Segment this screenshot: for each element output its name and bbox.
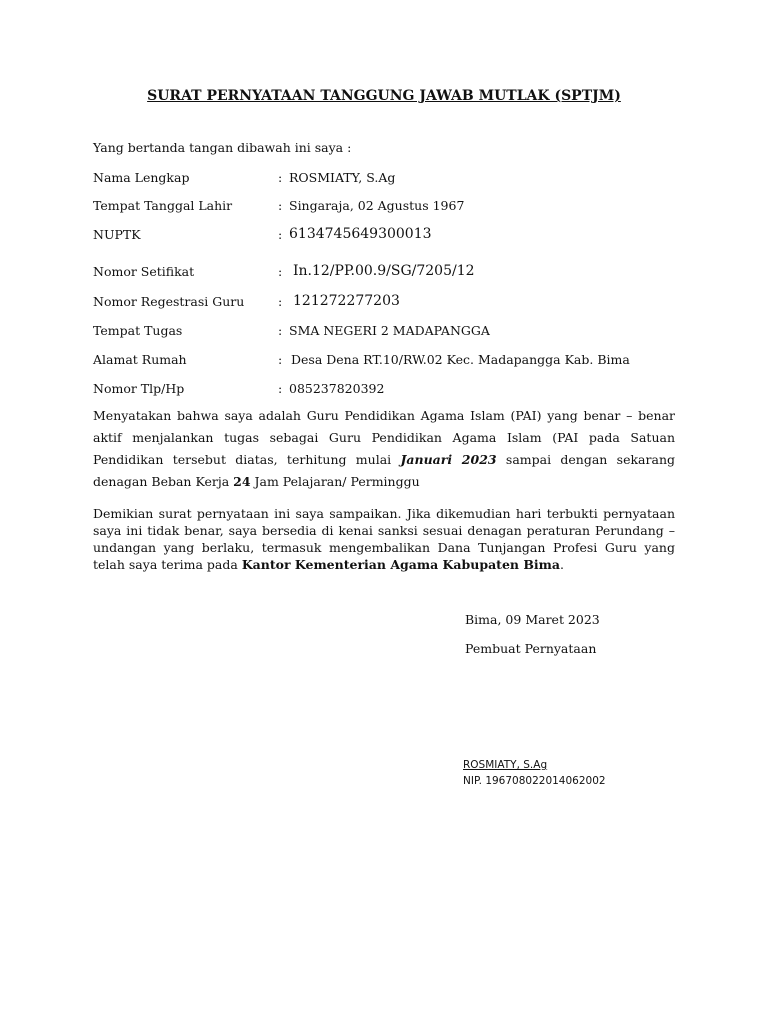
place-date: Bima, 09 Maret 2023 <box>465 612 600 627</box>
signer-nip: NIP. 196708022014062002 <box>463 775 606 787</box>
statement-text: sampai dengan sekarang denagan Beban Kerja <box>93 452 675 489</box>
statement-text: Menyatakan bahwa saya adalah Guru Pendidikan Agama Islam (PAI) yang benar – benar aktif menjalankan tugas sebagai Guru Pendidikan Agama Islam (PAI pada Satuan Pendidikan tersebut diatas, terhitung mulai <box>93 408 675 467</box>
document-title: SURAT PERNYATAAN TANGGUNG JAWAB MUTLAK (SPTJM) <box>147 88 621 104</box>
field-colon: : <box>278 294 283 309</box>
field-nomor-registrasi-guru <box>93 294 693 314</box>
field-colon: : <box>278 170 283 185</box>
field-alamat-rumah <box>93 352 693 372</box>
statement-text: Jam Pelajaran/ Perminggu <box>250 474 420 489</box>
field-value: Desa Dena RT.10/RW.02 Kec. Madapangga Kab. Bima <box>291 352 630 367</box>
closing-text: . <box>559 557 564 572</box>
office-name: Kantor Kementerian Agama Kabupaten Bima <box>241 557 560 572</box>
field-value: ROSMIATY, S.Ag <box>289 170 396 185</box>
field-colon: : <box>278 323 283 338</box>
field-label: Nomor Regestrasi Guru <box>93 294 245 309</box>
field-value: 6134745649300013 <box>289 226 432 242</box>
field-colon: : <box>278 264 283 279</box>
start-date: Januari 2023 <box>400 452 497 467</box>
field-label: Tempat Tugas <box>93 323 183 338</box>
field-nomor-telepon <box>93 381 693 401</box>
signer-role: Pembuat Pernyataan <box>465 641 597 656</box>
field-value: In.12/PP.00.9/SG/7205/12 <box>293 263 475 279</box>
field-colon: : <box>278 381 283 396</box>
statement-paragraph <box>93 405 675 493</box>
field-label: Nama Lengkap <box>93 170 190 185</box>
field-nomor-sertifikat <box>93 264 693 284</box>
field-tempat-tugas <box>93 323 693 343</box>
field-colon: : <box>278 227 283 242</box>
field-tempat-tanggal-lahir <box>93 198 693 218</box>
field-value: 085237820392 <box>289 381 385 396</box>
field-label: Alamat Rumah <box>93 352 187 367</box>
field-label: Nomor Tlp/Hp <box>93 381 185 396</box>
field-label: Tempat Tanggal Lahir <box>93 198 233 213</box>
signer-name: ROSMIATY, S.Ag <box>463 759 548 771</box>
field-label: Nomor Setifikat <box>93 264 195 279</box>
field-nuptk <box>93 227 693 247</box>
field-value: SMA NEGERI 2 MADAPANGGA <box>289 323 490 338</box>
field-label: NUPTK <box>93 227 141 242</box>
field-value: 121272277203 <box>293 293 400 309</box>
field-colon: : <box>278 198 283 213</box>
closing-text: Demikian surat pernyataan ini saya sampaikan. Jika dikemudian hari terbukti pernyataan saya ini tidak benar, saya bersedia di kenai sanksi sesuai denagan peraturan Perundang – undangan yang berlaku, termasuk mengembalikan Dana Tunjangan Profesi Guru yang telah saya terima pada <box>93 506 675 572</box>
teaching-hours: 24 <box>233 474 251 489</box>
intro-text: Yang bertanda tangan dibawah ini saya : <box>93 140 352 155</box>
field-value: Singaraja, 02 Agustus 1967 <box>289 198 465 213</box>
field-nama-lengkap <box>93 170 693 190</box>
closing-paragraph <box>93 505 675 573</box>
field-colon: : <box>278 352 283 367</box>
